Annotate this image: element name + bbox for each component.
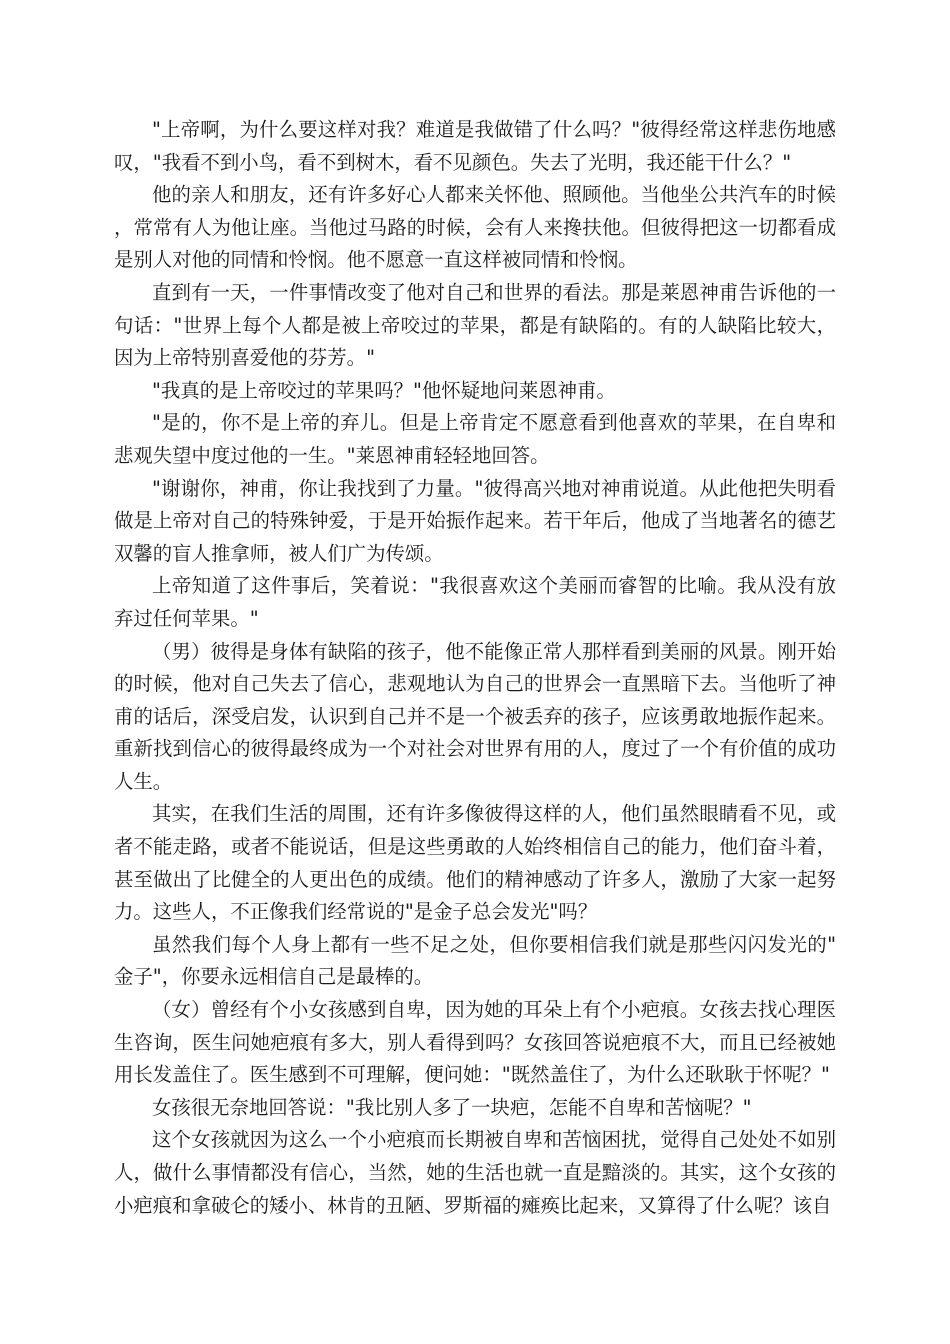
paragraph-3: 直到有一天，一件事情改变了他对自己和世界的看法。那是莱恩神甫告诉他的一句话："世界上每个人都是被上帝咬过的苹果，都是有缺陷的。有的人缺陷比较大，因为上帝特别喜爱他的芬芳。" — [114, 280, 836, 370]
paragraph-13: 这个女孩就因为这么一个小疤痕而长期被自卑和苦恼困扰，觉得自己处处不如别人，做什么事情都没有信心，当然，她的生活也就一直是黯淡的。其实，这个女孩的小疤痕和拿破仑的矮小、林肯的丑陋、罗斯福的瘫痪比起来，又算得了什么呢？该自 — [114, 1128, 836, 1217]
paragraph-7: 上帝知道了这件事后，笑着说："我很喜欢这个美丽而睿智的比喻。我从没有放弃过任何苹果。" — [114, 574, 836, 630]
paragraph-4: "我真的是上帝咬过的苹果吗？"他怀疑地问莱恩神甫。 — [152, 378, 616, 402]
paragraph-12: 女孩很无奈地回答说："我比别人多了一块疤，怎能不自卑和苦恼呢？" — [152, 1095, 752, 1119]
paragraph-2: 他的亲人和朋友，还有许多好心人都来关怀他、照顾他。当他坐公共汽车的时候，常常有人为他让座。当他过马路的时候，会有人来搀扶他。但彼得把这一切都看成是别人对他的同情和怜悯。他不愿意一直这样被同情和怜悯。 — [114, 183, 836, 272]
paragraph-10: 虽然我们每个人身上都有一些不足之处，但你要相信我们就是那些闪闪发光的"金子"，你要永远相信自己是最棒的。 — [114, 932, 836, 989]
paragraph-11: （女）曾经有个小女孩感到自卑，因为她的耳朵上有个小疤痕。女孩去找心理医生咨询，医生问她疤痕有多大，别人看得到吗？女孩回答说疤痕不大，而且已经被她用长发盖住了。医生感到不可理解，便问她："既然盖住了，为什么还耿耿于怀呢？" — [114, 998, 836, 1087]
paragraph-5: "是的，你不是上帝的弃儿。但是上帝肯定不愿意看到他喜欢的苹果，在自卑和悲观失望中度过他的一生。"莱恩神甫轻轻地回答。 — [114, 411, 836, 467]
paragraph-6: "谢谢你，神甫，你让我找到了力量。"彼得高兴地对神甫说道。从此他把失明看做是上帝对自己的特殊钟爱，于是开始振作起来。若干年后，他成了当地著名的德艺双馨的盲人推拿师，被人们广为传颂。 — [114, 476, 836, 565]
paragraph-1: "上帝啊，为什么要这样对我？难道是我做错了什么吗？"彼得经常这样悲伤地感叹，"我看不到小鸟，看不到树木，看不见颜色。失去了光明，我还能干什么？" — [114, 118, 836, 174]
document-body — [114, 114, 836, 1222]
paragraph-9: 其实，在我们生活的周围，还有许多像彼得这样的人，他们虽然眼睛看不见，或者不能走路，或者不能说话，但是这些勇敢的人始终相信自己的能力，他们奋斗着，甚至做出了比健全的人更出色的成绩。他们的精神感动了许多人，激励了大家一起努力。这些人，不正像我们经常说的"是金子总会发光"吗？ — [114, 802, 836, 924]
paragraph-8: （男）彼得是身体有缺陷的孩子，他不能像正常人那样看到美丽的风景。刚开始的时候，他对自己失去了信心，悲观地认为自己的世界会一直黑暗下去。当他听了神甫的话后，深受启发，认识到自己并不是一个被丢弃的孩子，应该勇敢地振作起来。重新找到信心的彼得最终成为一个对社会对世界有用的人，度过了一个有价值的成功人生。 — [114, 639, 836, 793]
